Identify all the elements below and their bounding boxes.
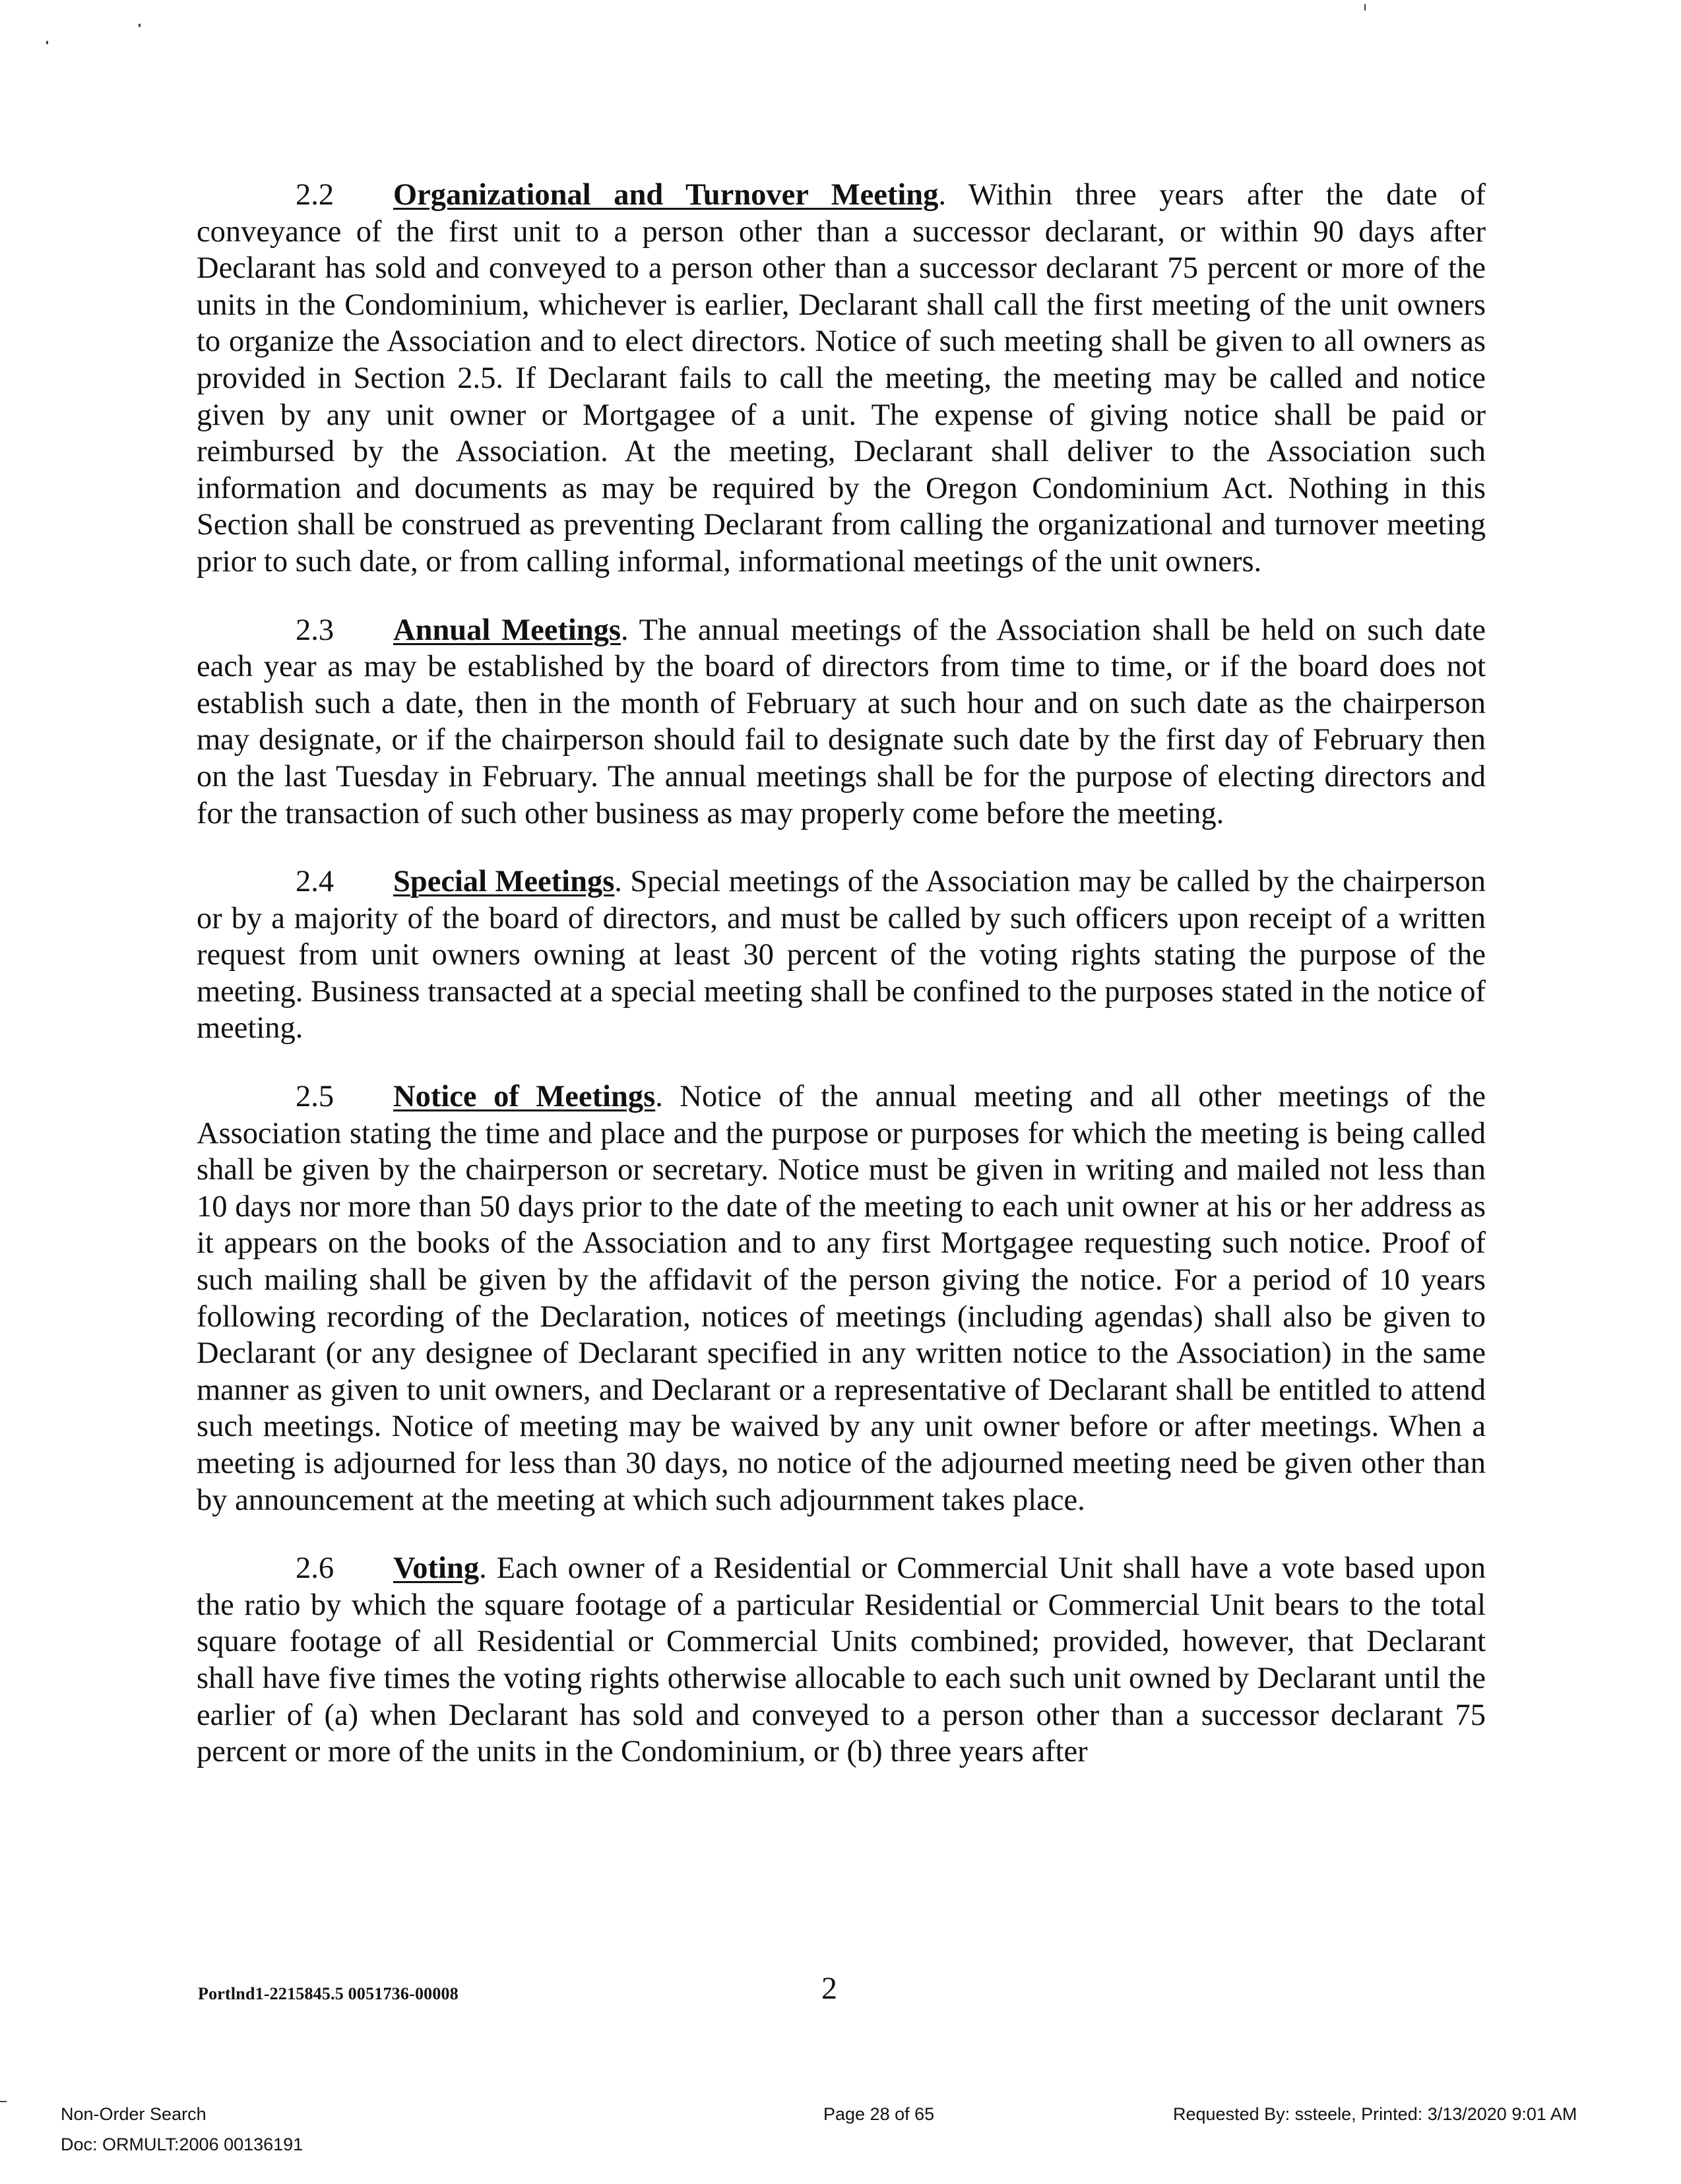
section-number: 2.2 — [296, 178, 334, 212]
section-number: 2.5 — [296, 1080, 334, 1114]
section-2-6 — [197, 1550, 1486, 1770]
scan-speck — [0, 2101, 7, 2102]
section-2-4 — [197, 863, 1486, 1047]
section-text: . Special meetings of the Association may be called by the chairperson or by a majority of the board of directors, and must be called by such officers upon receipt of a written request from unit owners owning at least 30 percent of the voting rights stating the purpose of the meeting. Business transacted at a special meeting shall be confined to the purposes stated in the notice of meeting. — [197, 865, 1486, 1045]
scan-speck — [46, 41, 48, 44]
section-text: . Notice of the annual meeting and all other meetings of the Association stating the time and place and the purpose or purposes for which the meeting is being called shall be given by the chairperson or secretary. Notice must be given in writing and mailed not less than 10 days nor more than 50 days prior to the date of the meeting to each unit owner at his or her address as it appears on the books of the Association and to any first Mortgagee requesting such notice. Proof of such mailing shall be given by the affidavit of the person giving the notice. For a period of 10 years following recording of the Declaration, notices of meetings (including agendas) shall also be given to Declarant (or any designee of Declarant specified in any written notice to the Association) in the same manner as given to unit owners, and Declarant or a representative of Declarant shall be entitled to attend such meetings. Notice of meeting may be waived by any unit owner before or after meetings. When a meeting is adjourned for less than 30 days, no notice of the adjourned meeting need be given other than by announcement at the meeting at which such adjournment takes place. — [197, 1080, 1486, 1517]
scan-speck — [1364, 4, 1366, 11]
print-page-of: Page 28 of 65 — [823, 2104, 935, 2124]
section-title: Organizational and Turnover Meeting — [393, 178, 939, 212]
section-number: 2.6 — [296, 1551, 334, 1586]
section-title: Notice of Meetings — [393, 1080, 656, 1114]
section-2-2 — [197, 177, 1486, 580]
section-number: 2.3 — [296, 613, 334, 647]
section-title: Special Meetings — [393, 865, 615, 899]
footer-document-id: Portlnd1-2215845.5 0051736-00008 — [198, 1984, 459, 2003]
scan-speck — [139, 24, 141, 27]
page-number: 2 — [821, 1971, 837, 2006]
print-requested-by: Requested By: ssteele, Printed: 3/13/2020 9:01 AM — [1173, 2104, 1577, 2124]
section-2-3 — [197, 612, 1486, 832]
section-title: Annual Meetings — [393, 613, 621, 647]
section-title: Voting — [393, 1551, 480, 1586]
section-text: . The annual meetings of the Association shall be held on such date each year as may be established by the board of directors from time to time, or if the board does not establish such a date, then in the month of February at such hour and on such date as the chairperson may designate, or if the chairperson should fail to designate such date by the first day of February then on the last Tuesday in February. The annual meetings shall be for the purpose of electing directors and for the transaction of such other business as may properly come before the meeting. — [197, 613, 1486, 830]
section-2-5 — [197, 1078, 1486, 1518]
section-number: 2.4 — [296, 865, 334, 899]
document-body — [197, 177, 1486, 1802]
print-doc-ref: Doc: ORMULT:2006 00136191 — [61, 2135, 303, 2154]
section-text: . Each owner of a Residential or Commercial Unit shall have a vote based upon the ratio by which the square footage of a particular Residential or Commercial Unit bears to the total square footage of all Residential or Commercial Units combined; provided, however, that Declarant shall have five times the voting rights otherwise allocable to each such unit owned by Declarant until the earlier of (a) when Declarant has sold and conveyed to a person other than a successor declarant 75 percent or more of the units in the Condominium, or (b) three years after — [197, 1551, 1486, 1769]
section-text: . Within three years after the date of conveyance of the first unit to a person other than a successor declarant, or within 90 days after Declarant has sold and conveyed to a person other than a successor declarant 75 percent or more of the units in the Condominium, whichever is earlier, Declarant shall call the first meeting of the unit owners to organize the Association and to elect directors. Notice of such meeting shall be given to all owners as provided in Section 2.5. If Declarant fails to call the meeting, the meeting may be called and notice given by any unit owner or Mortgagee of a unit. The expense of giving notice shall be paid or reimbursed by the Association. At the meeting, Declarant shall deliver to the Association such information and documents as may be required by the Oregon Condominium Act. Nothing in this Section shall be construed as preventing Declarant from calling the organizational and turnover meeting prior to such date, or from calling informal, informational meetings of the unit owners. — [197, 178, 1486, 578]
print-search-type: Non-Order Search — [61, 2104, 206, 2124]
